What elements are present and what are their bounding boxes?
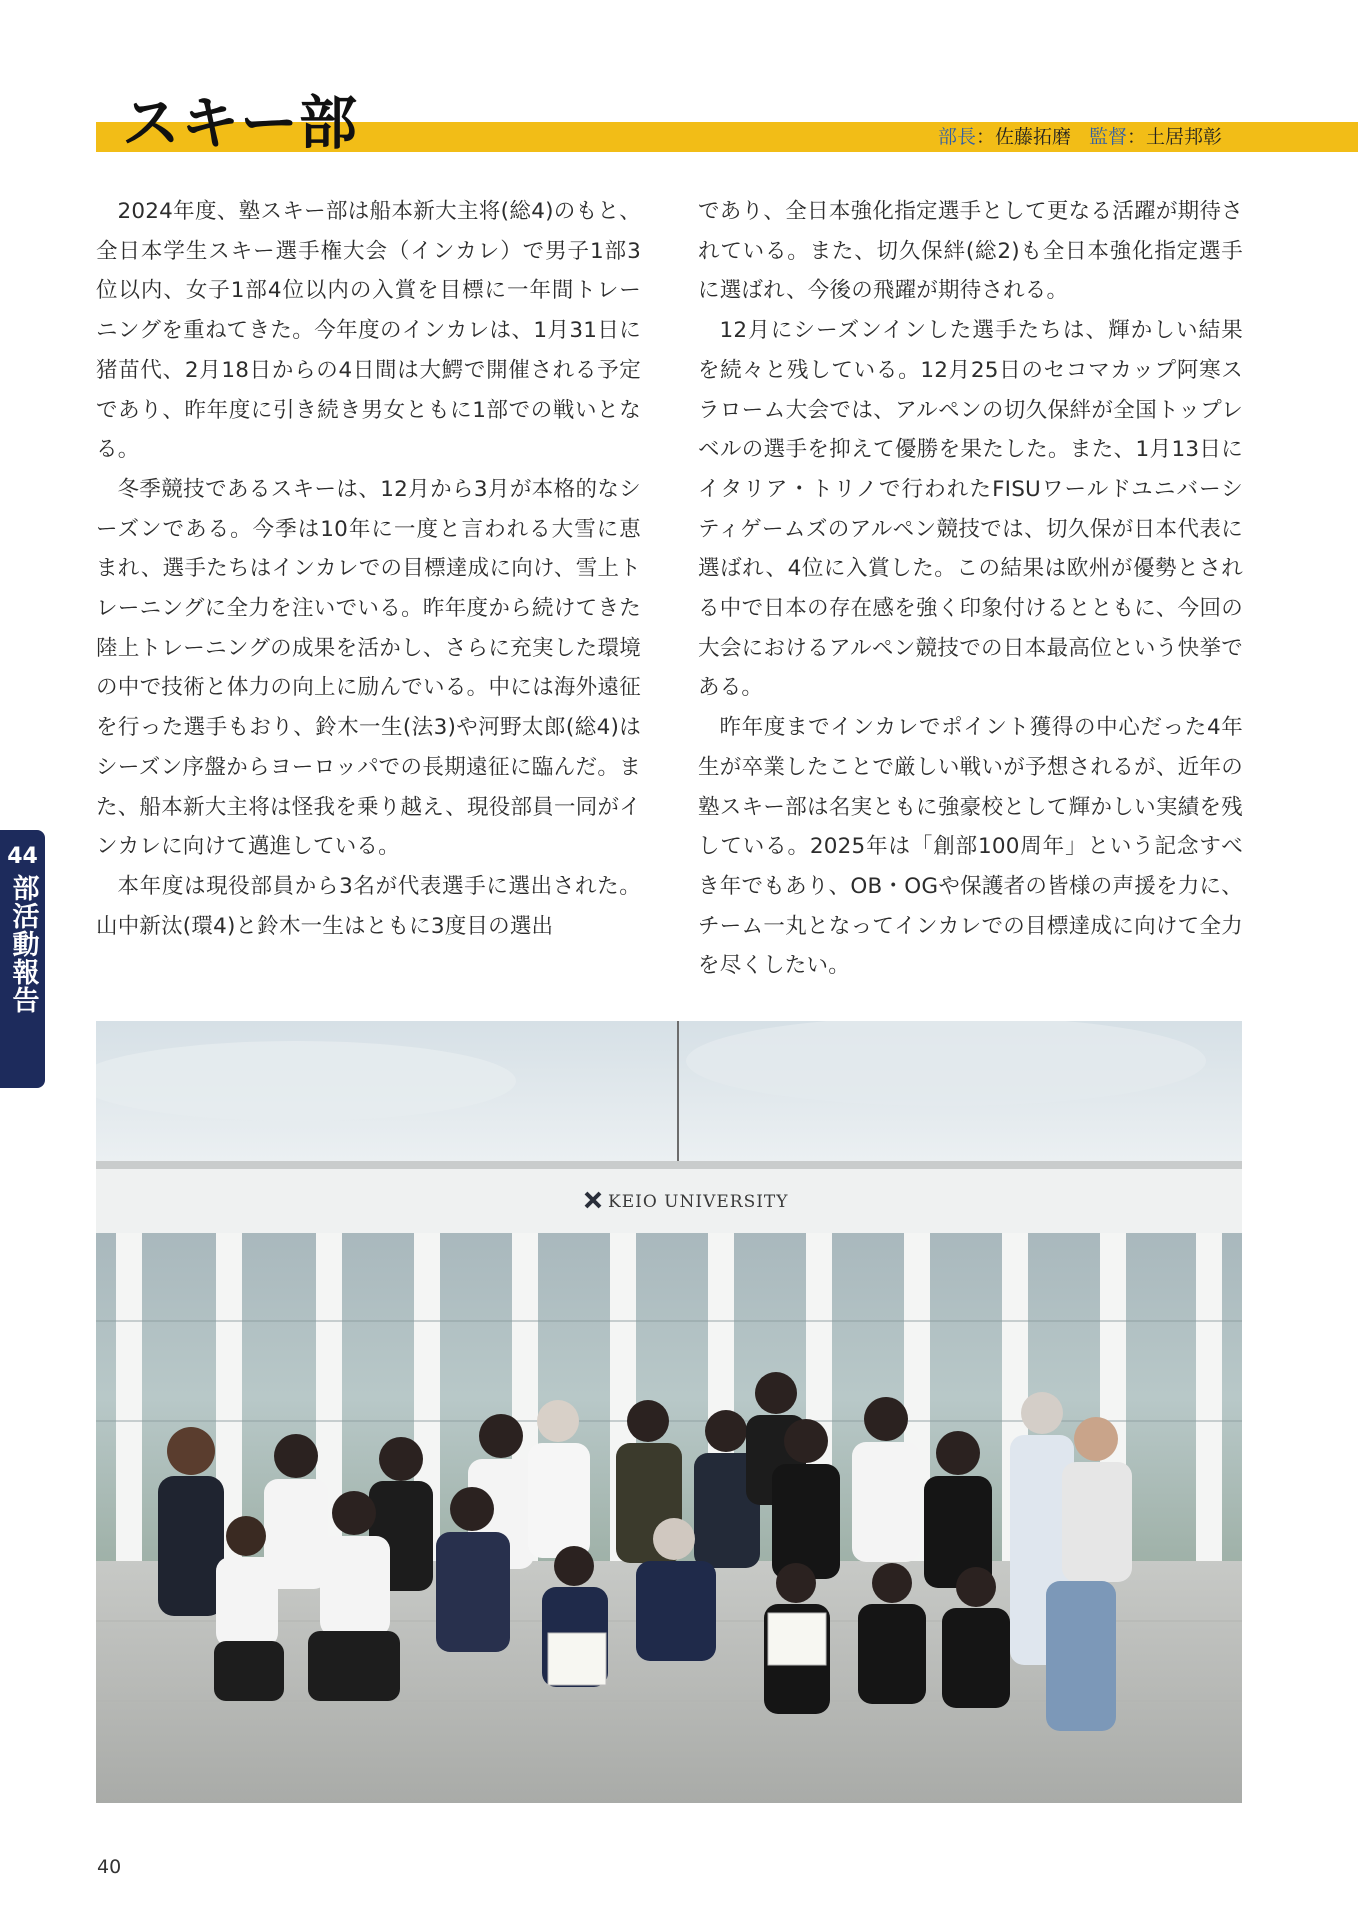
paragraph: 昨年度までインカレでポイント獲得の中心だった4年生が卒業したことで厳しい戦いが予想されるが、近年の塾スキー部は名実ともに強豪校として輝かしい実績を残している。2025年は「創部100周年」という記念すべき年でもあり、OB・OGや保護者の皆様の声援を力に、チーム一丸となってインカレでの目標達成に向けて全力を尽くしたい。 (698, 715, 1243, 979)
paragraph: 冬季競技であるスキーは、12月から3月が本格的なシーズンである。今季は10年に一度と言われる大雪に恵まれ、選手たちはインカレでの目標達成に向け、雪上トレーニングに全力を注いでいる。昨年度から続けてきた陸上トレーニングの成果を活かし、さらに充実した環境の中で技術と体力の向上に励んでいる。中には海外遠征を行った選手もおり、鈴木一生(法3)や河野太郎(総4)はシーズン序盤からヨーロッパでの長期遠征に臨んだ。また、船本新大主将は怪我を乗り越え、現役部員一同がインカレに向けて邁進している。 (96, 476, 641, 860)
page-title: スキー部 (122, 89, 359, 157)
page-number: 40 (97, 1856, 122, 1878)
section-tab (0, 830, 45, 1088)
left-column (96, 192, 641, 946)
paragraph: 12月にシーズンインした選手たちは、輝かしい結果を続々と残している。12月25日のセコマカップ阿寒スラローム大会では、アルペンの切久保絆が全国トップレベルの選手を抑えて優勝を果たした。また、1月13日にイタリア・トリノで行われたFISUワールドユニバーシティゲームズのアルペン競技では、切久保が日本代表に選ばれ、4位に入賞した。この結果は欧州が優勢とされる中で日本の存在感を強く印象付けるとともに、今回の大会におけるアルペン競技での日本最高位という快挙である。 (698, 318, 1243, 701)
section-label: 部活動報告 (7, 874, 39, 1014)
team-photo (96, 1021, 1242, 1803)
paragraph: 2024年度、塾スキー部は船本新大主将(総4)のもと、全日本学生スキー選手権大会（インカレ）で男子1部3位以内、女子1部4位以内の入賞を目標に一年間トレーニングを重ねてきた。今年度のインカレは、1月31日に猪苗代、2月18日からの4日間は大鰐で開催される予定であり、昨年度に引き続き男女ともに1部での戦いとなる。 (96, 199, 641, 463)
manager-name: ：佐藤拓磨 (975, 126, 1071, 148)
section-number: 44 (7, 844, 38, 869)
building-sign: KEIO UNIVERSITY (608, 1192, 789, 1212)
manager-role: 部長 (937, 126, 976, 148)
staff-line (938, 122, 1222, 152)
paragraph: 本年度は現役部員から3名が代表選手に選出された。山中新汰(環4)と鈴木一生はともに3度目の選出 (96, 873, 641, 939)
right-column (698, 192, 1243, 986)
paragraph: であり、全日本強化指定選手として更なる活躍が期待されている。また、切久保絆(総2)も全日本強化指定選手に選ばれ、今後の飛躍が期待される。 (698, 199, 1243, 304)
coach-name: ：土居邦彰 (1126, 126, 1222, 148)
coach-role: 監督 (1088, 126, 1127, 148)
